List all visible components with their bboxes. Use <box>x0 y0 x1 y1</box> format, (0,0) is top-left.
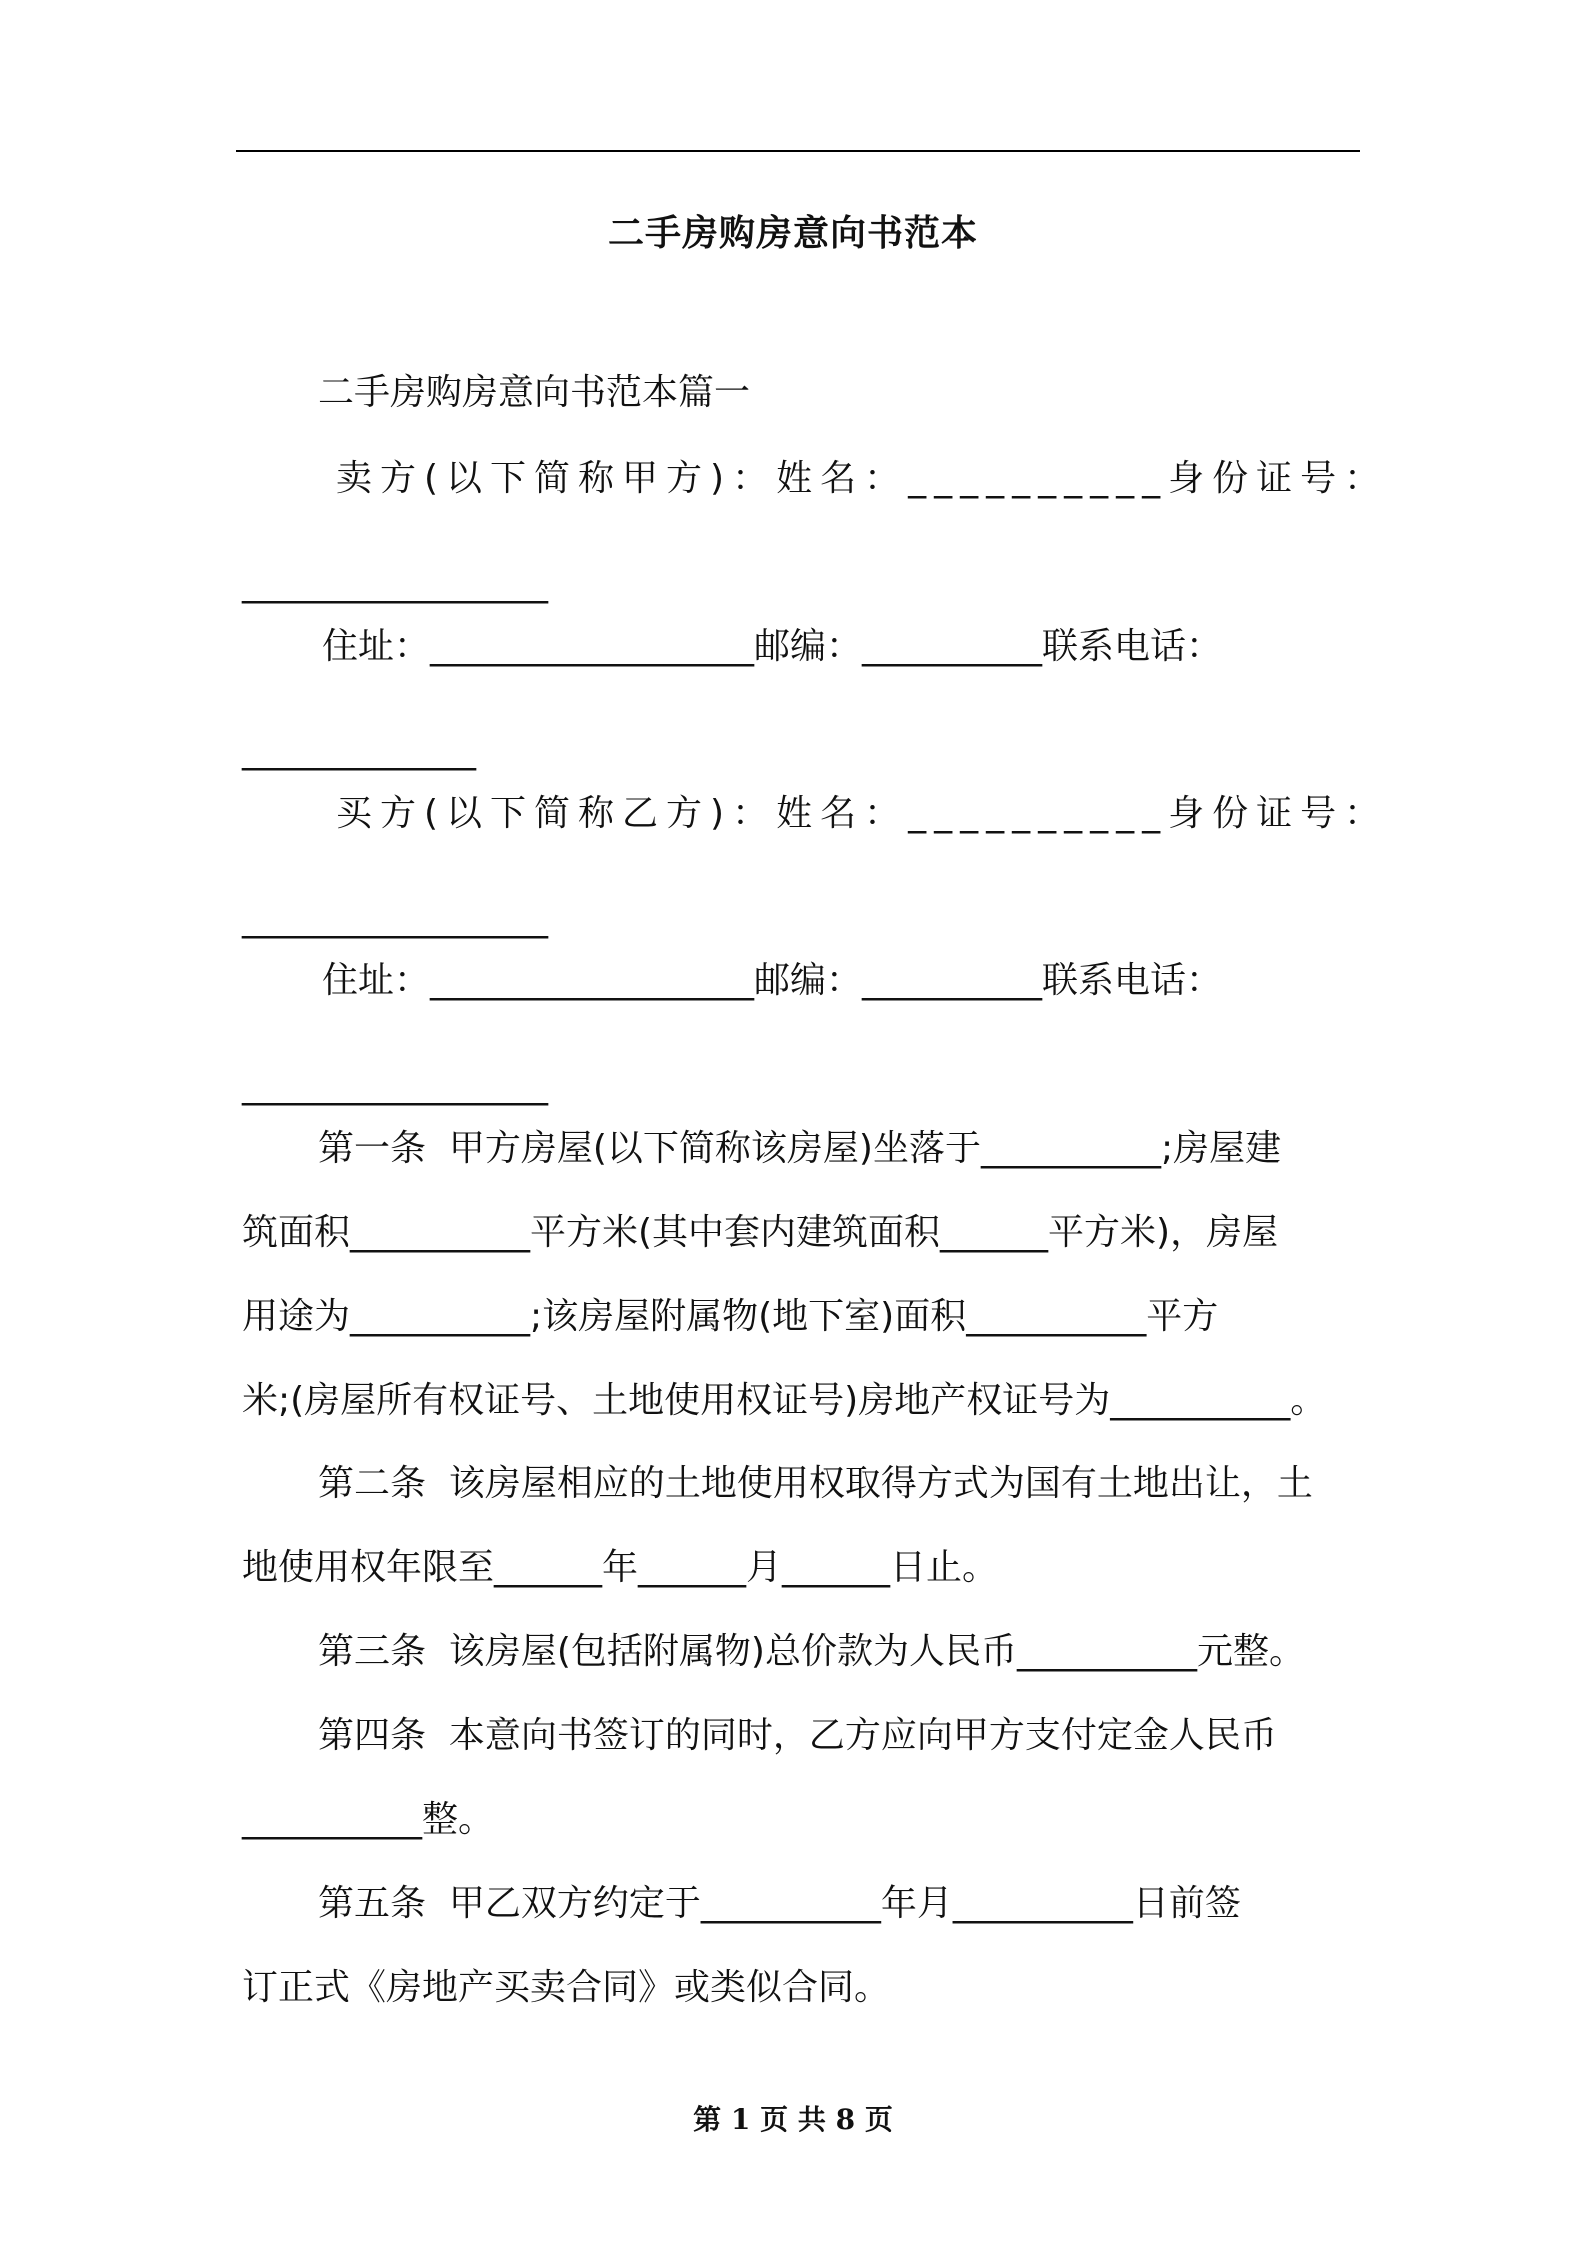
article-2-line-1: 第二条 该房屋相应的土地使用权取得方式为国有土地出让，土 <box>318 1463 1313 1504</box>
article-1-line-2: 筑面积__________平方米(其中套内建筑面积______平方米)，房屋 <box>242 1212 1279 1253</box>
buyer-id-blank: _________________ <box>242 898 548 939</box>
seller-address-line: 住址：__________________邮编：__________联系电话： <box>322 626 1223 667</box>
article-1-line-3: 用途为__________;该房屋附属物(地下室)面积__________平方 <box>242 1296 1219 1337</box>
seller-phone-blank: _____________ <box>242 730 476 771</box>
seller-id-blank: _________________ <box>242 563 548 604</box>
article-2-line-2: 地使用权年限至______年______月______日止。 <box>242 1547 999 1588</box>
article-5-line-1: 第五条 甲乙双方约定于__________年月__________日前签 <box>318 1883 1241 1924</box>
header-rule <box>236 150 1360 152</box>
article-4-line-2: __________整。 <box>242 1799 495 1840</box>
buyer-phone-blank: _________________ <box>242 1065 548 1106</box>
seller-name-line: 卖方(以下简称甲方)：姓名：__________身份证号： <box>336 458 1389 499</box>
section-heading: 二手房购房意向书范本篇一 <box>318 372 751 413</box>
article-1-line-4: 米;(房屋所有权证号、土地使用权证号)房地产权证号为__________。 <box>242 1380 1327 1421</box>
buyer-address-line: 住址：__________________邮编：__________联系电话： <box>322 960 1223 1001</box>
document-title: 二手房购房意向书范本 <box>607 213 978 254</box>
article-5-line-2: 订正式《房地产买卖合同》或类似合同。 <box>242 1967 891 2008</box>
article-1-line-1: 第一条 甲方房屋(以下简称该房屋)坐落于__________;房屋建 <box>318 1128 1282 1169</box>
buyer-name-line: 买方(以下简称乙方)：姓名：__________身份证号： <box>336 793 1389 834</box>
article-3-line-1: 第三条 该房屋(包括附属物)总价款为人民币__________元整。 <box>318 1631 1305 1672</box>
article-4-line-1: 第四条 本意向书签订的同时，乙方应向甲方支付定金人民币 <box>318 1715 1277 1756</box>
page-number: 第 1 页 共 8 页 <box>693 2103 893 2136</box>
